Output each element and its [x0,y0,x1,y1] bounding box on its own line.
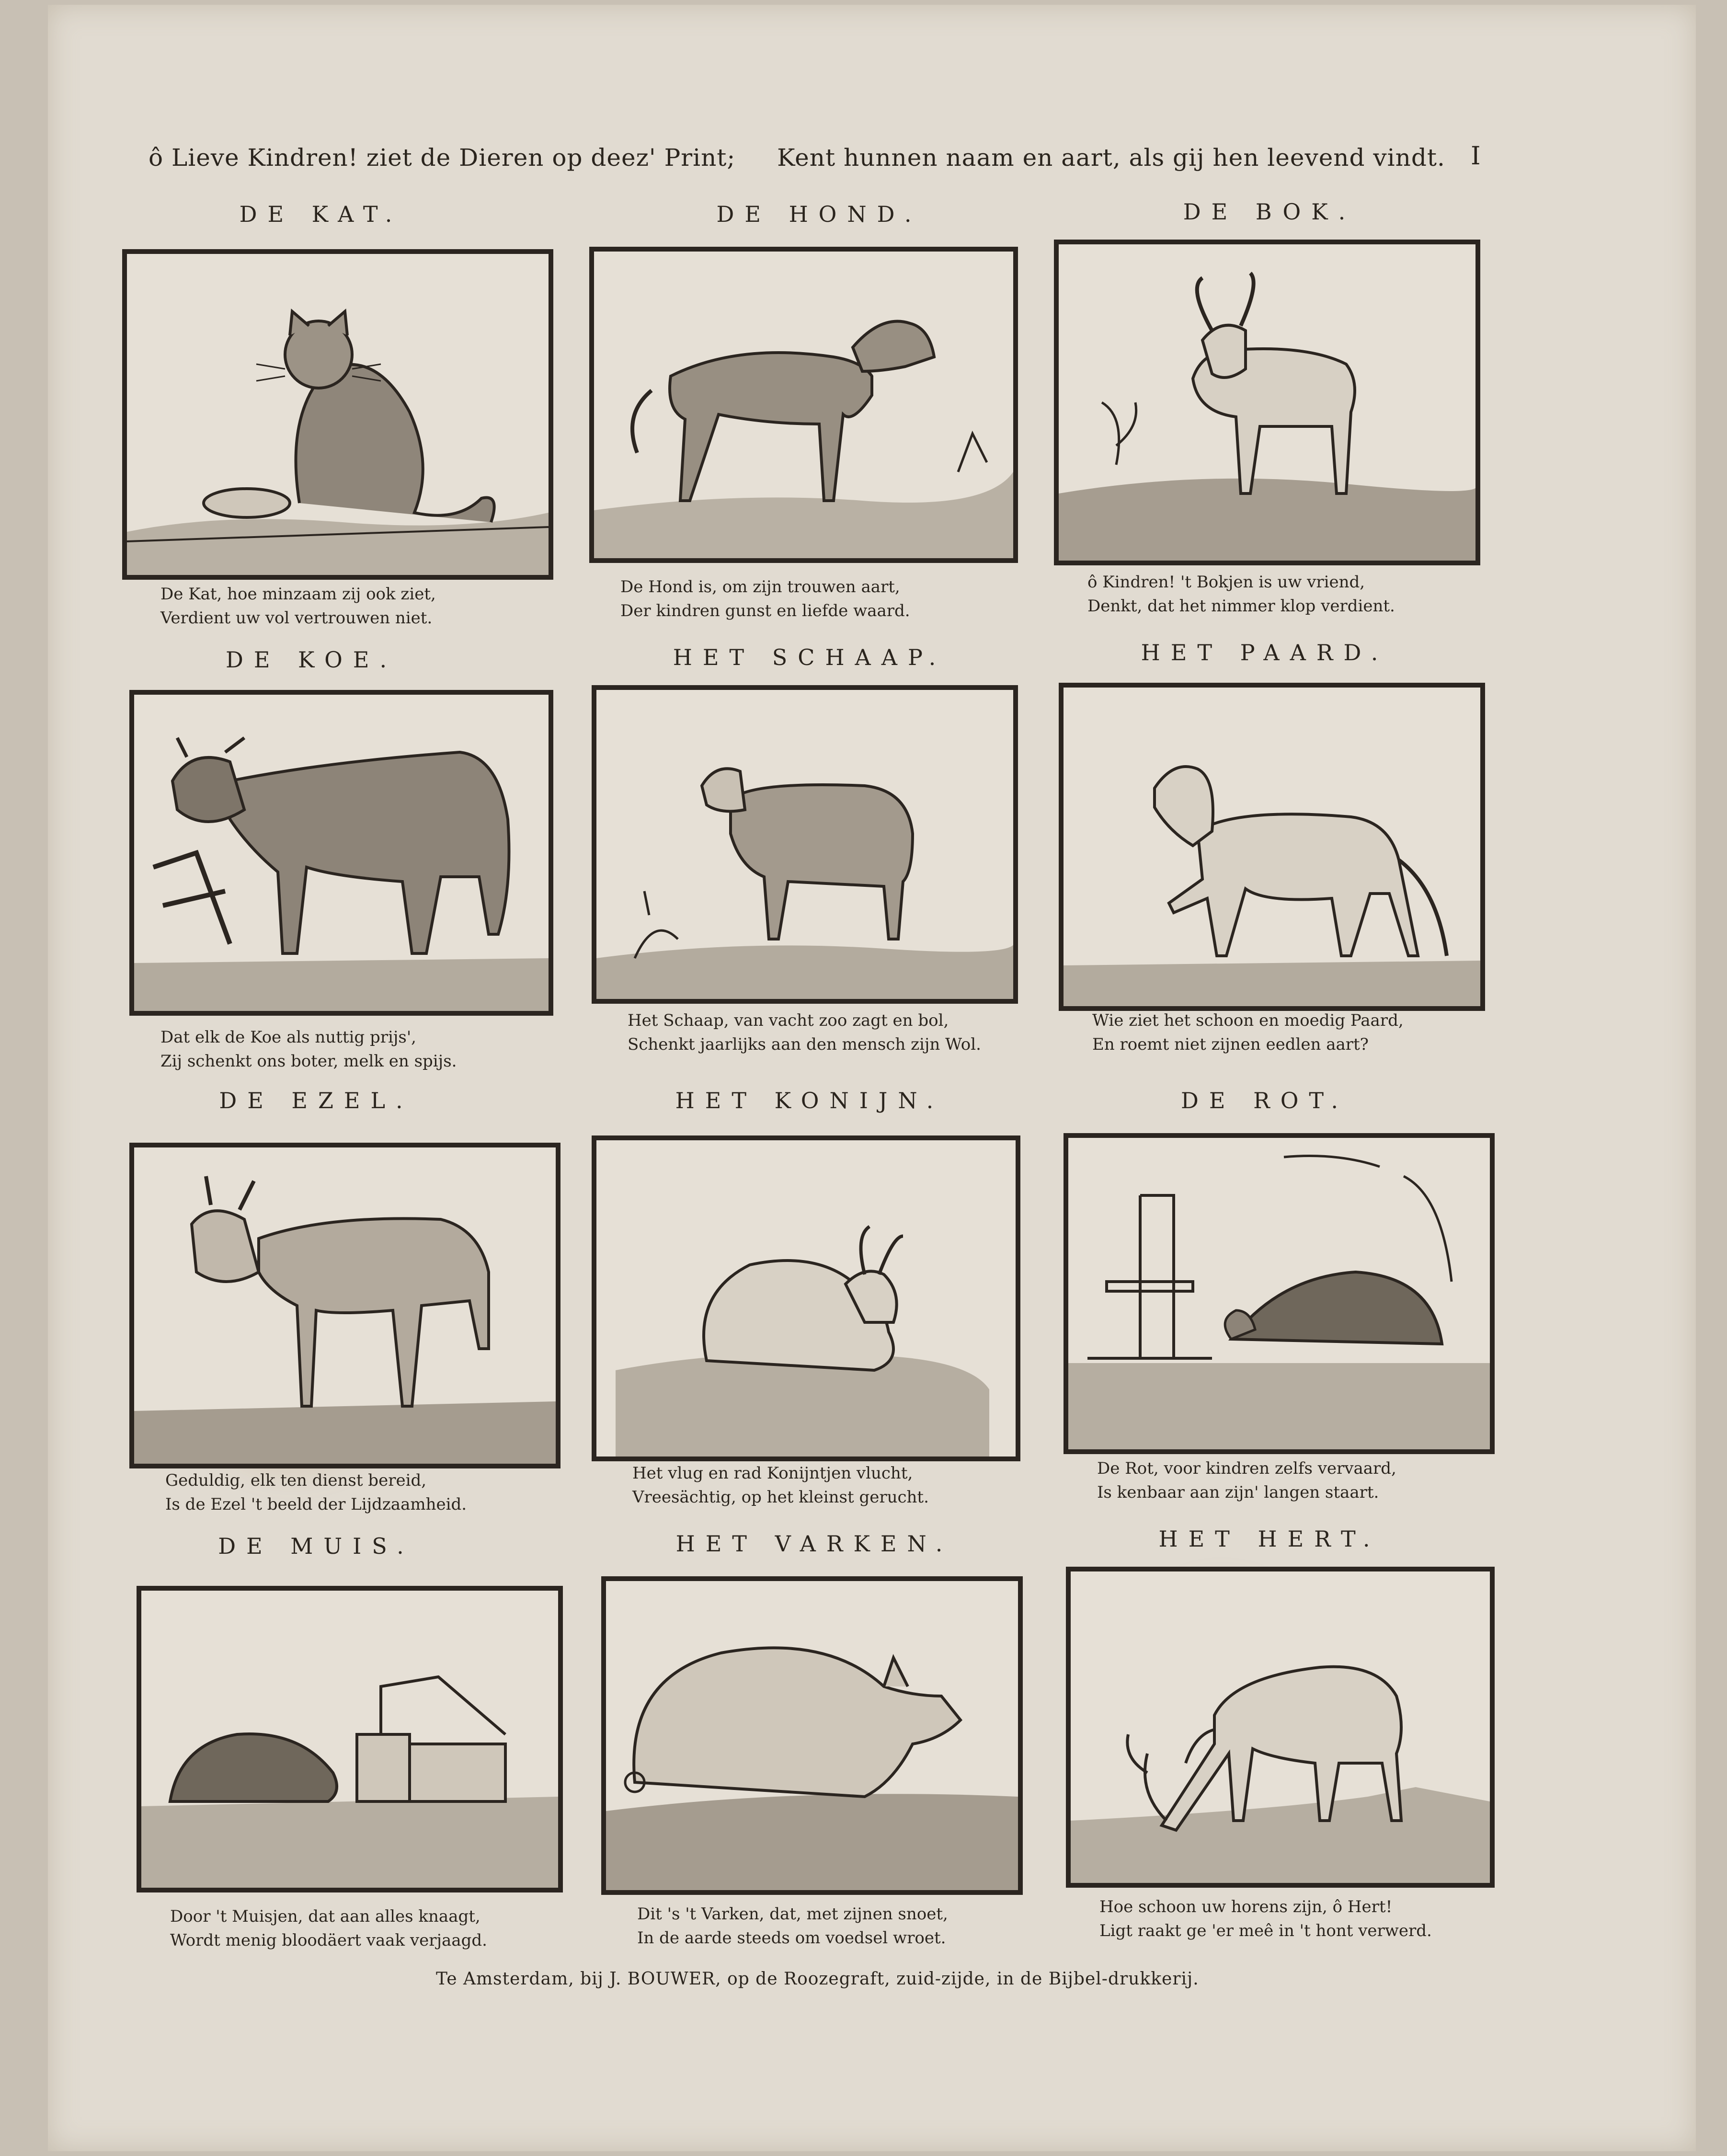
cow-illustration [134,695,549,1011]
caption-horse [1092,1009,1404,1056]
caption-line: In de aarde steeds om voedsel wroet. [637,1928,946,1948]
title-horse: HET PAARD. [1141,640,1389,665]
caption-sheep [628,1009,981,1056]
woodcut-goat [1054,240,1480,565]
caption-line: Zij schenkt ons boter, melk en spijs. [160,1052,457,1071]
sheep-illustration [596,690,1013,999]
woodcut-donkey [129,1143,560,1468]
caption-cat [160,582,436,630]
caption-rat [1097,1456,1396,1504]
title-rat: DE ROT. [1181,1088,1349,1113]
caption-line: Verdient uw vol vertrouwen niet. [160,608,433,628]
header-verse-part2: Kent hunnen naam en aart, als gij hen leevend vindt. [777,144,1445,172]
caption-line: Denkt, dat het nimmer klop verdient. [1087,596,1395,616]
page-number: I [1471,142,1481,171]
woodcut-sheep [592,685,1018,1004]
title-pig: HET VARKEN. [675,1531,953,1557]
rat-illustration [1068,1138,1490,1449]
woodcut-rat [1064,1133,1495,1454]
caption-line: Dit 's 't Varken, dat, met zijnen snoet, [637,1904,948,1924]
caption-line: En roemt niet zijnen eedlen aart? [1092,1035,1369,1054]
caption-dog [620,575,910,623]
caption-pig [637,1902,948,1950]
woodcut-mouse [137,1586,563,1892]
title-donkey: DE EZEL. [219,1088,413,1113]
title-mouse: DE MUIS. [218,1533,414,1559]
goat-illustration [1059,244,1475,561]
caption-line: De Kat, hoe minzaam zij ook ziet, [160,585,436,604]
woodcut-pig [601,1576,1023,1895]
pig-illustration [606,1581,1018,1890]
woodcut-rabbit [592,1135,1020,1461]
caption-mouse [170,1904,487,1952]
title-goat: DE BOK. [1183,199,1356,225]
caption-line: Het vlug en rad Konijntjen vlucht, [632,1464,913,1483]
caption-line: Vreesächtig, op het kleinst gerucht. [632,1488,929,1507]
donkey-illustration [134,1147,556,1464]
rabbit-illustration [596,1140,1016,1456]
title-deer: HET HERT. [1158,1526,1381,1552]
caption-line: Geduldig, elk ten dienst bereid, [165,1471,427,1490]
dog-illustration [594,252,1013,558]
cat-illustration [127,254,549,575]
printer-imprint: Te Amsterdam, bij J. BOUWER, op de Roozegraft, zuid-zijde, in de Bijbel-drukkerij. [436,1969,1199,1989]
horse-illustration [1064,688,1480,1006]
caption-line: De Rot, voor kindren zelfs vervaard, [1097,1459,1396,1478]
title-cat: DE KAT. [239,201,403,227]
header-verse [149,144,1528,172]
title-sheep: HET SCHAAP. [673,644,947,670]
caption-line: Wordt menig bloodäert vaak verjaagd. [170,1931,487,1950]
mouse-illustration [141,1591,558,1888]
deer-illustration [1071,1571,1490,1883]
caption-line: Wie ziet het schoon en moedig Paard, [1092,1011,1404,1030]
caption-cow [160,1025,457,1073]
caption-deer [1099,1895,1432,1943]
header-verse-part1: ô Lieve Kindren! ziet de Dieren op deez' Print; [149,144,736,172]
woodcut-dog [589,247,1018,563]
caption-line: Dat elk de Koe als nuttig prijs', [160,1028,416,1047]
caption-line: Ligt raakt ge 'er meê in 't hont verwerd. [1099,1921,1432,1940]
woodcut-deer [1066,1567,1495,1888]
title-rabbit: HET KONIJN. [675,1088,944,1113]
caption-line: Is kenbaar aan zijn' langen staart. [1097,1483,1379,1502]
title-cow: DE KOE. [225,647,398,673]
caption-goat [1087,570,1395,618]
caption-line: De Hond is, om zijn trouwen aart, [620,577,900,596]
caption-line: Door 't Muisjen, dat aan alles knaagt, [170,1907,480,1926]
caption-line: Is de Ezel 't beeld der Lijdzaamheid. [165,1495,467,1514]
caption-donkey [165,1468,467,1516]
caption-line: Der kindren gunst en liefde waard. [620,601,910,620]
caption-rabbit [632,1461,929,1509]
woodcut-cat [122,249,553,580]
woodcut-cow [129,690,553,1016]
caption-line: Schenkt jaarlijks aan den mensch zijn Wol. [628,1035,981,1054]
woodcut-horse [1059,683,1485,1011]
caption-line: Het Schaap, van vacht zoo zagt en bol, [628,1011,949,1030]
caption-line: Hoe schoon uw horens zijn, ô Hert! [1099,1897,1393,1916]
title-dog: DE HOND. [716,201,922,227]
caption-line: ô Kindren! 't Bokjen is uw vriend, [1087,573,1365,592]
